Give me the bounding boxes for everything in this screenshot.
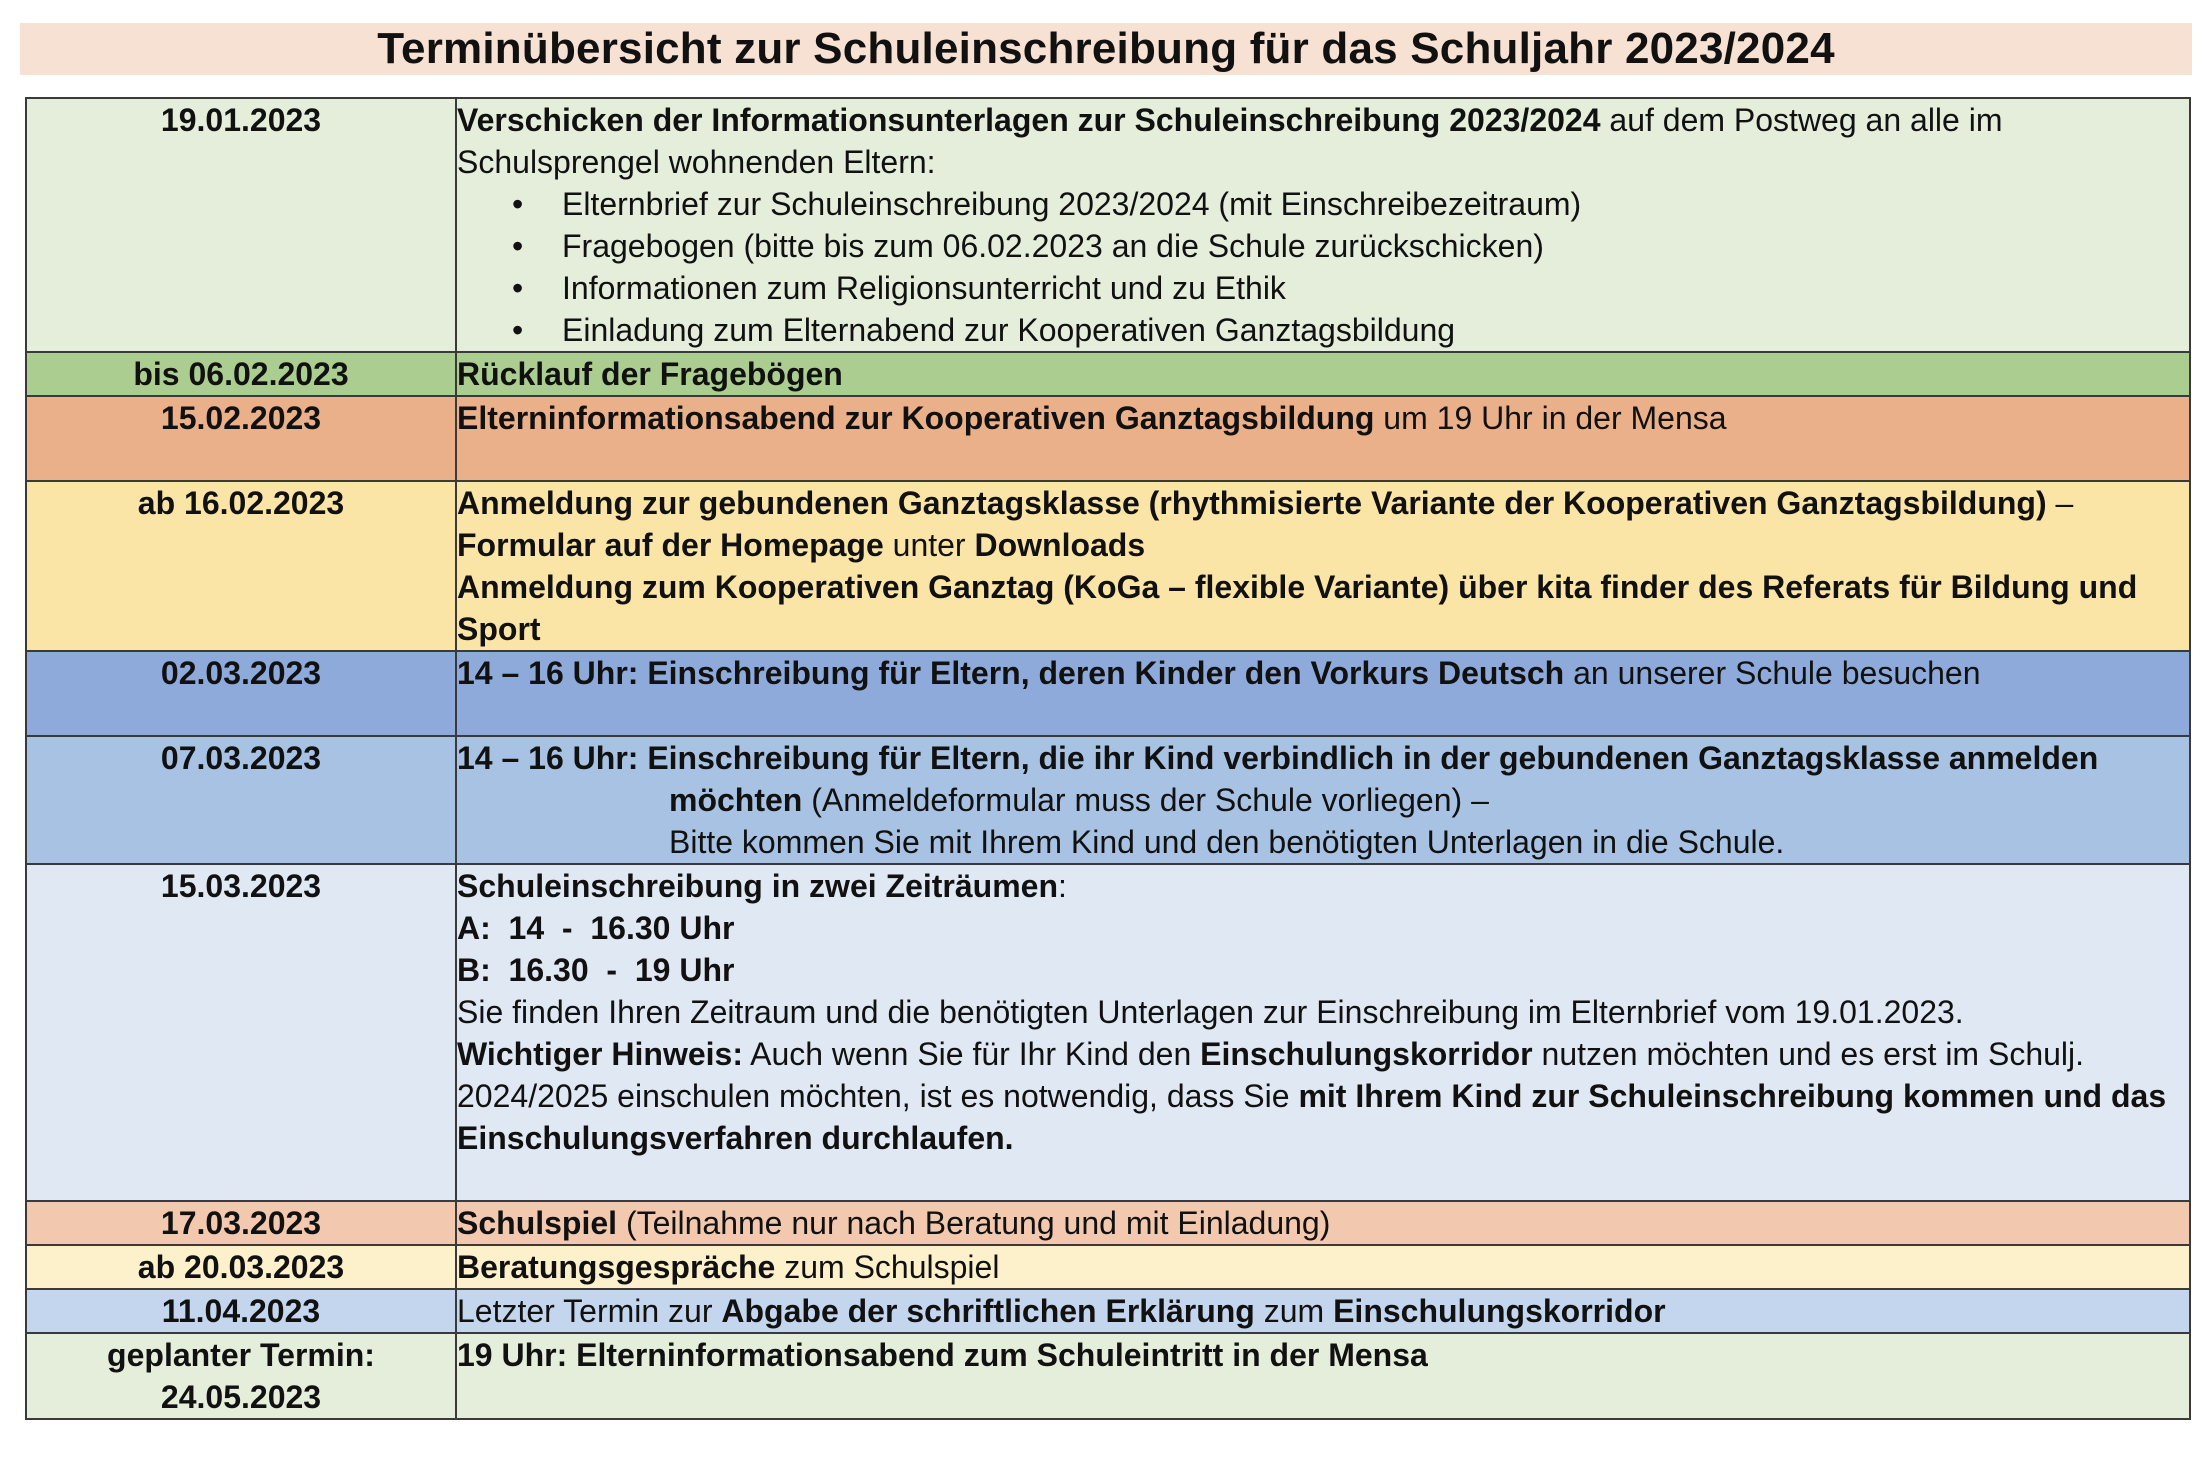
description-cell: 19 Uhr: Elterninformationsabend zum Schuleintritt in der Mensa <box>456 1333 2190 1419</box>
date-cell: 15.02.2023 <box>26 396 456 481</box>
schedule-table <box>25 97 2191 1420</box>
date-cell: ab 20.03.2023 <box>26 1245 456 1289</box>
table-row <box>26 1201 2190 1245</box>
list-item: • Elternbrief zur Schuleinschreibung 2023/2024 (mit Einschreibezeitraum) <box>512 183 2189 225</box>
description-cell <box>456 481 2190 651</box>
description-cell: Rücklauf der Fragebögen <box>456 352 2190 396</box>
description-cell <box>456 736 2190 864</box>
list-item: • Einladung zum Elternabend zur Kooperativen Ganztagsbildung <box>512 309 2189 351</box>
date-cell: 02.03.2023 <box>26 651 456 736</box>
description-cell <box>456 98 2190 352</box>
row-text: Bitte kommen Sie mit Ihrem Kind und den benötigten Unterlagen in die Schule. <box>669 824 1785 860</box>
row-text: Verschicken der Informationsunterlagen zur Schuleinschreibung 2023/2024 auf dem Postweg an alle im Schulsprengel wohnenden Eltern: <box>457 102 2003 180</box>
table-row <box>26 1333 2190 1419</box>
time-slot-a: A: 14 - 16.30 Uhr <box>457 910 735 946</box>
description-cell: Schulspiel (Teilnahme nur nach Beratung und mit Einladung) <box>456 1201 2190 1245</box>
list-item: • Informationen zum Religionsunterricht und zu Ethik <box>512 267 2189 309</box>
row-text: 14 – 16 Uhr: Einschreibung für Eltern, die ihr Kind verbindlich in der gebundenen Ganztagsklasse anmelden möchten (Anmeldeformular muss der Schule vorliegen) – <box>457 740 2099 818</box>
date-cell: 11.04.2023 <box>26 1289 456 1333</box>
page-title: Terminübersicht zur Schuleinschreibung für das Schuljahr 2023/2024 <box>20 23 2192 75</box>
row-text: 14 – 16 Uhr: Einschreibung für Eltern, deren Kinder den Vorkurs Deutsch an unserer Schule besuchen <box>457 655 1981 691</box>
date-cell: geplanter Termin: 24.05.2023 <box>26 1333 456 1419</box>
table-row <box>26 736 2190 864</box>
date-cell: 17.03.2023 <box>26 1201 456 1245</box>
table-row <box>26 1245 2190 1289</box>
description-cell <box>456 864 2190 1201</box>
bullet-list <box>457 183 2189 351</box>
description-cell: Letzter Termin zur Abgabe der schriftlichen Erklärung zum Einschulungskorridor <box>456 1289 2190 1333</box>
table-row <box>26 98 2190 352</box>
table-row <box>26 396 2190 481</box>
table-row <box>26 651 2190 736</box>
description-cell: Elterninformationsabend zur Kooperativen Ganztagsbildung um 19 Uhr in der Mensa <box>456 396 2190 481</box>
time-slot-b: B: 16.30 - 19 Uhr <box>457 952 735 988</box>
row-text: Anmeldung zum Kooperativen Ganztag (KoGa – flexible Variante) über kita finder des Referats für Bildung und Sport <box>457 569 2138 647</box>
description-cell <box>456 651 2190 736</box>
table-row <box>26 1289 2190 1333</box>
table-row <box>26 864 2190 1201</box>
description-cell: Beratungsgespräche zum Schulspiel <box>456 1245 2190 1289</box>
date-cell: 15.03.2023 <box>26 864 456 1201</box>
date-cell: 07.03.2023 <box>26 736 456 864</box>
row-text: Sie finden Ihren Zeitraum und die benötigten Unterlagen zur Einschreibung im Elternbrief vom 19.01.2023. <box>457 994 1964 1030</box>
table-row <box>26 481 2190 651</box>
row-text: Schuleinschreibung in zwei Zeiträumen: <box>457 868 1067 904</box>
table-row <box>26 352 2190 396</box>
row-text: Anmeldung zur gebundenen Ganztagsklasse (rhythmisierte Variante der Kooperativen Ganztagsbildung) – Formular auf der Homepage unter Downloads <box>457 485 2074 563</box>
date-cell: bis 06.02.2023 <box>26 352 456 396</box>
list-item: • Fragebogen (bitte bis zum 06.02.2023 an die Schule zurückschicken) <box>512 225 2189 267</box>
date-cell: 19.01.2023 <box>26 98 456 352</box>
date-cell: ab 16.02.2023 <box>26 481 456 651</box>
important-note: Wichtiger Hinweis: Auch wenn Sie für Ihr Kind den Einschulungskorridor nutzen möchten und es erst im Schulj. 2024/2025 einschulen möchten, ist es notwendig, dass Sie mit Ihrem Kind zur Schuleinschreibung kommen und das Einschulungsverfahren durchlaufen. <box>457 1036 2167 1156</box>
